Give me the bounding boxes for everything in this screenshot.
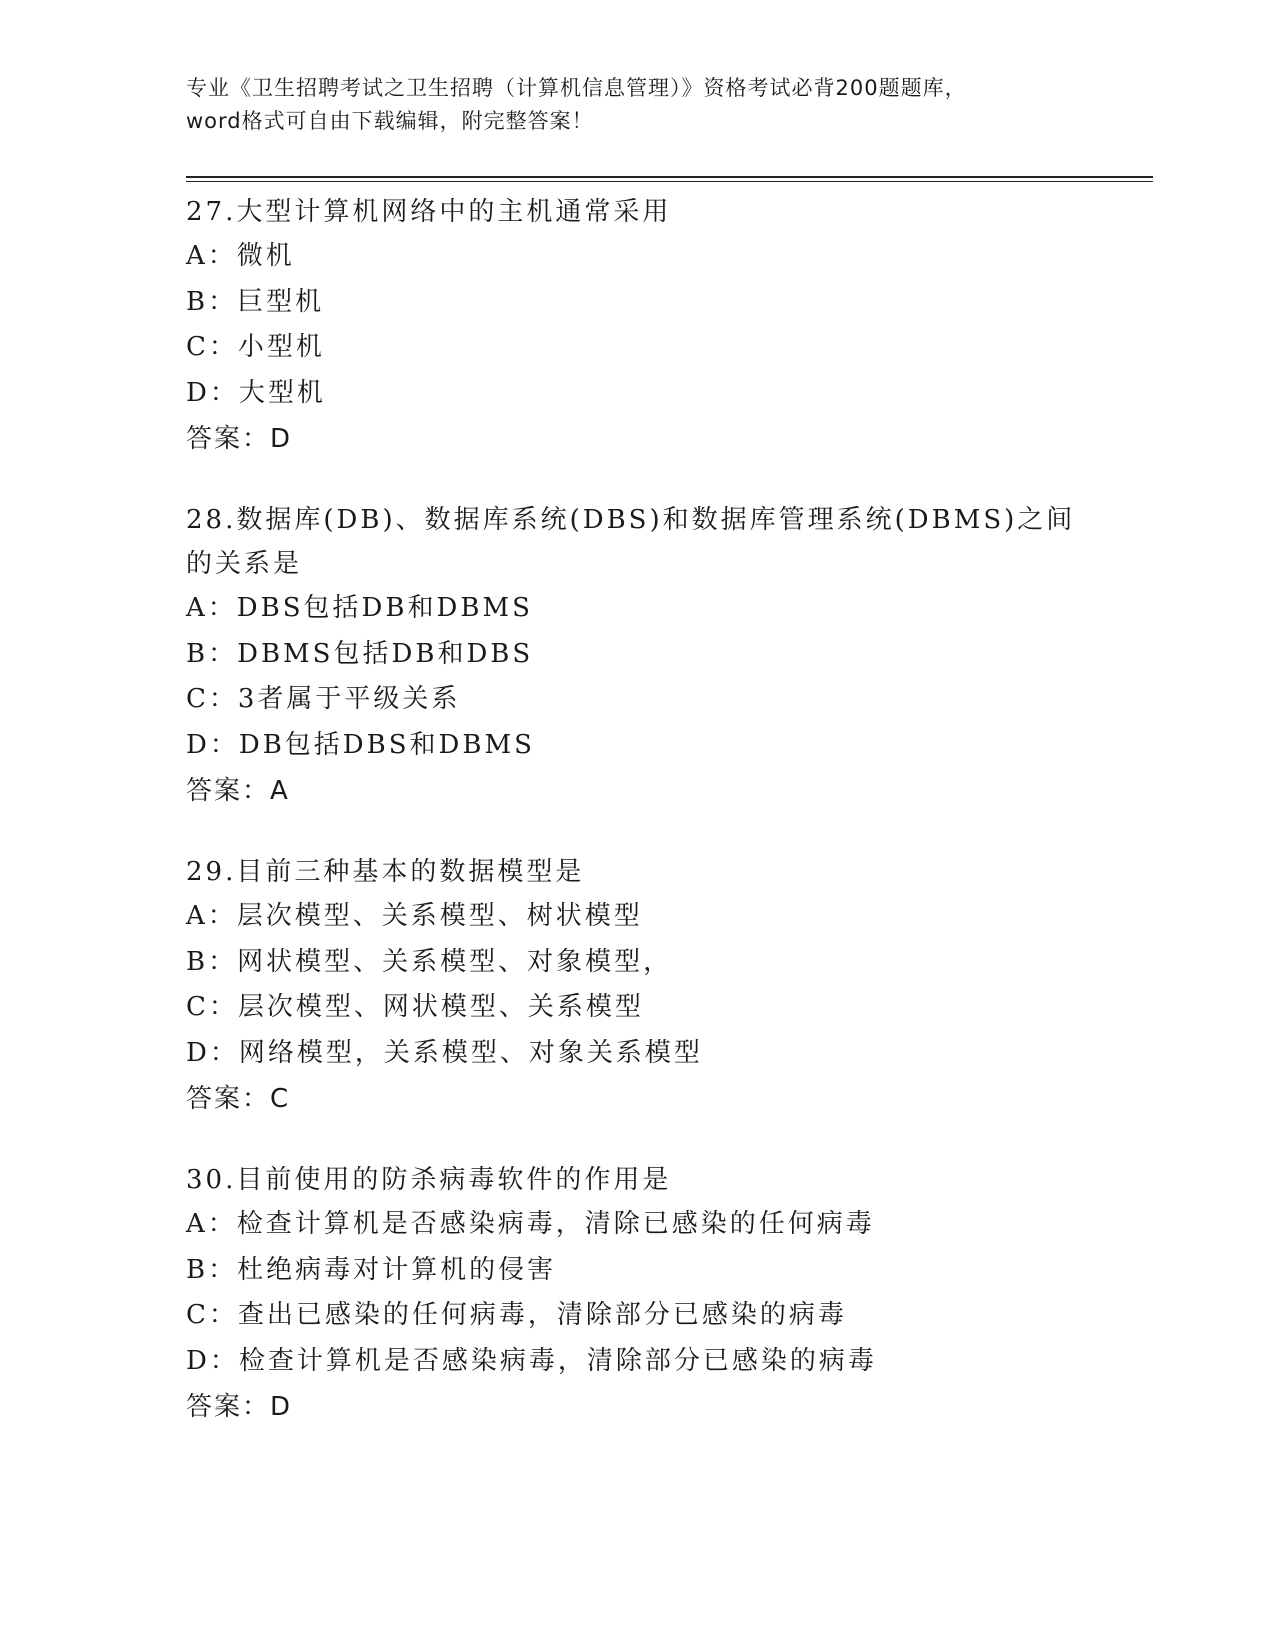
document-header bbox=[186, 72, 1106, 138]
option-a: A：微机 bbox=[186, 241, 295, 271]
header-divider-thin bbox=[186, 181, 1153, 182]
option-b: B：DBMS包括DB和DBS bbox=[186, 638, 534, 669]
question-27 bbox=[186, 190, 1086, 462]
answer-line: 答案：D bbox=[186, 424, 293, 454]
question-stem: 30.目前使用的防杀病毒软件的作用是 bbox=[186, 1165, 672, 1195]
question-30 bbox=[186, 1158, 1086, 1430]
answer-line: 答案：C bbox=[186, 1084, 291, 1114]
option-a: A：层次模型、关系模型、树状模型 bbox=[186, 901, 643, 931]
option-c: C：查出已感染的任何病毒，清除部分已感染的病毒 bbox=[186, 1300, 847, 1330]
header-title-line-2: word格式可自由下载编辑，附完整答案！ bbox=[186, 109, 594, 133]
question-stem: 28.数据库(DB)、数据库系统(DBS)和数据库管理系统(DBMS)之间的关系是 bbox=[186, 505, 1076, 579]
question-stem: 29.目前三种基本的数据模型是 bbox=[186, 857, 585, 887]
option-d: D：大型机 bbox=[186, 377, 326, 408]
option-b: B：杜绝病毒对计算机的侵害 bbox=[186, 1254, 557, 1285]
option-d: D：检查计算机是否感染病毒，清除部分已感染的病毒 bbox=[186, 1345, 877, 1376]
option-a: A：检查计算机是否感染病毒，清除已感染的任何病毒 bbox=[186, 1209, 875, 1239]
option-b: B：巨型机 bbox=[186, 286, 325, 317]
question-28 bbox=[186, 498, 1086, 814]
answer-line: 答案：D bbox=[186, 1392, 293, 1422]
header-divider bbox=[186, 176, 1153, 178]
question-29 bbox=[186, 850, 1086, 1122]
option-b: B：网状模型、关系模型、对象模型， bbox=[186, 946, 673, 977]
question-list bbox=[186, 190, 1086, 1466]
answer-line: 答案：A bbox=[186, 776, 290, 806]
question-stem: 27.大型计算机网络中的主机通常采用 bbox=[186, 197, 672, 227]
option-c: C：小型机 bbox=[186, 332, 325, 362]
option-a: A：DBS包括DB和DBMS bbox=[186, 593, 533, 623]
option-c: C：3者属于平级关系 bbox=[186, 684, 461, 714]
option-d: D：DB包括DBS和DBMS bbox=[186, 729, 535, 760]
option-c: C：层次模型、网状模型、关系模型 bbox=[186, 992, 644, 1022]
option-d: D：网络模型，关系模型、对象关系模型 bbox=[186, 1037, 703, 1068]
header-title-line-1: 专业《卫生招聘考试之卫生招聘（计算机信息管理）》资格考试必背200题题库， bbox=[186, 76, 967, 100]
